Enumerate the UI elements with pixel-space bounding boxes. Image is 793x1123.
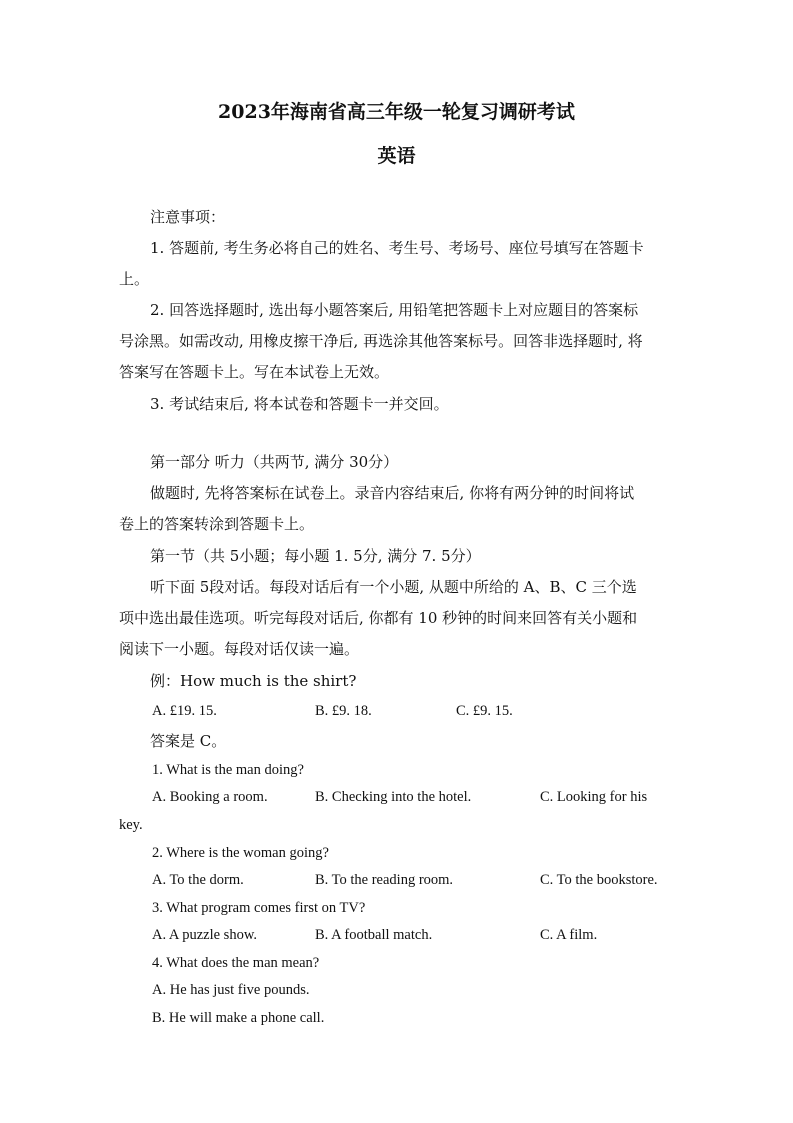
notice-item-3: 3. 考试结束后, 将本试卷和答题卡一并交回。 xyxy=(150,395,449,413)
notice-item-1: 1. 答题前, 考生务必将自己的姓名、考生号、考场号、座位号填写在答题卡 xyxy=(150,239,644,257)
example-option-c: C. £9. 15. xyxy=(456,703,513,719)
question-1-option-b: B. Checking into the hotel. xyxy=(315,789,472,805)
question-4-stem: 4. What does the man mean? xyxy=(152,955,320,971)
question-1-option-c-wrap: key. xyxy=(119,817,143,833)
notice-item-1-cont: 上。 xyxy=(119,270,150,288)
question-3-option-a: A. A puzzle show. xyxy=(152,927,257,943)
section1-instructions: 听下面 5段对话。每段对话后有一个小题, 从题中所给的 A、B、C 三个选 xyxy=(150,578,637,596)
question-4-option-a: A. He has just five pounds. xyxy=(152,982,310,998)
part1-intro: 做题时, 先将答案标在试卷上。录音内容结束后, 你将有两分钟的时间将试 xyxy=(150,484,635,502)
question-4-option-b: B. He will make a phone call. xyxy=(152,1010,325,1026)
question-1-option-a: A. Booking a room. xyxy=(152,789,268,805)
question-3-stem: 3. What program comes first on TV? xyxy=(152,900,366,916)
example-option-a: A. £19. 15. xyxy=(152,703,217,719)
notice-item-2: 2. 回答选择题时, 选出每小题答案后, 用铅笔把答题卡上对应题目的答案标 xyxy=(150,301,639,319)
part1-heading: 第一部分 听力（共两节, 满分 30分） xyxy=(150,453,399,471)
notice-heading: 注意事项： xyxy=(150,208,226,226)
question-2-option-c: C. To the bookstore. xyxy=(540,872,658,888)
question-2-stem: 2. Where is the woman going? xyxy=(152,845,329,861)
question-1-option-c: C. Looking for his xyxy=(540,789,648,805)
question-1-stem: 1. What is the man doing? xyxy=(152,762,304,778)
section1-instructions-cont1: 项中选出最佳选项。听完每段对话后, 你都有 10 秒钟的时间来回答有关小题和 xyxy=(119,609,638,627)
example-answer: 答案是 C。 xyxy=(150,732,227,750)
subject-title: 英语 xyxy=(377,145,416,167)
notice-item-2-cont2: 答案写在答题卡上。写在本试卷上无效。 xyxy=(119,363,390,381)
exam-title: 2023年海南省高三年级一轮复习调研考试 xyxy=(218,101,575,123)
section1-instructions-cont2: 阅读下一小题。每段对话仅读一遍。 xyxy=(119,640,360,658)
example-option-b: B. £9. 18. xyxy=(315,703,372,719)
example-question: 例：How much is the shirt? xyxy=(150,672,357,690)
question-3-option-c: C. A film. xyxy=(540,927,598,943)
question-2-option-b: B. To the reading room. xyxy=(315,872,454,888)
section1-heading: 第一节（共 5小题；每小题 1. 5分, 满分 7. 5分） xyxy=(150,547,481,565)
part1-intro-cont: 卷上的答案转涂到答题卡上。 xyxy=(119,515,315,533)
question-2-option-a: A. To the dorm. xyxy=(152,872,244,888)
question-3-option-b: B. A football match. xyxy=(315,927,433,943)
notice-item-2-cont1: 号涂黑。如需改动, 用橡皮擦干净后, 再选涂其他答案标号。回答非选择题时, 将 xyxy=(119,332,643,350)
